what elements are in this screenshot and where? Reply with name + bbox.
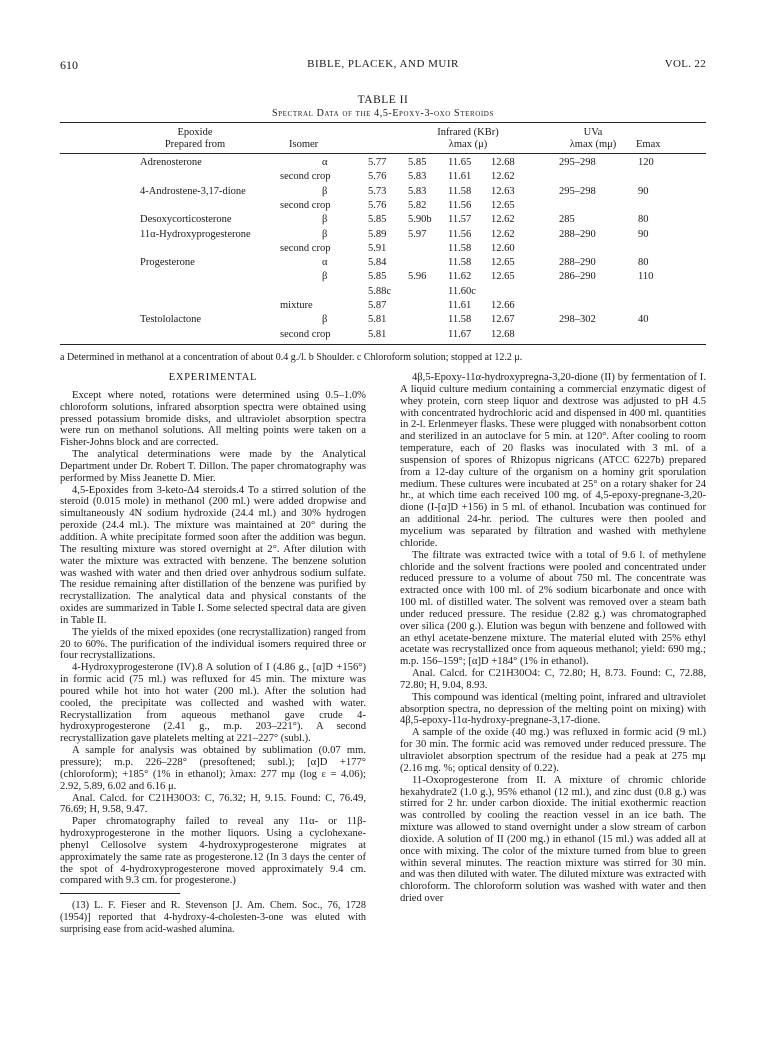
table-row (60, 243, 706, 255)
cell-ir-1: 5.84 (368, 257, 387, 269)
cell-ir-3: 11.62 (448, 271, 472, 283)
cell-ir-1: 5.87 (368, 300, 387, 311)
cell-ir-1: 5.88c (368, 285, 392, 297)
cell-ir-3: 11.56 (448, 228, 472, 240)
cell-ir-2: 5.83 (408, 185, 427, 197)
cell-ir-4: 12.62 (491, 171, 515, 183)
table-row (60, 314, 706, 326)
cell-emax: 80 (638, 257, 649, 269)
table-row (60, 200, 706, 212)
cell-isomer: α (322, 257, 328, 269)
table-row (60, 257, 706, 269)
col-header-emax: Emax (636, 139, 661, 150)
paragraph: Except where noted, rotations were determined using 0.5–1.0% chloroform solutions, infrared absorption spectra were obtained using pressed potassium bromide disks, and ultraviolet absorption spectra were run on methanol solutions. All melting points were taken on a Fisher-Johns block and are corrected. (60, 389, 366, 449)
paragraph: Anal. Calcd. for C21H30O3: C, 76.32; H, 9.15. Found: C, 76.49, 76.69; H, 9.58, 9.47. (60, 792, 366, 816)
cell-ir-2: 5.82 (408, 199, 427, 211)
paragraph: A sample of the oxide (40 mg.) was refluxed in formic acid (9 ml.) for 30 min. The formic acid was removed under reduced pressure. The ultraviolet absorption spectrum of the residue had a peak at 275 mμ (2.16 mg. %; optical density of 0.22). (400, 727, 706, 774)
cell-ir-3: 11.60c (448, 285, 476, 297)
cell-ir-2: 5.83 (408, 171, 427, 183)
cell-epoxide: Adrenosterone (140, 157, 202, 168)
col-header-epoxide: Epoxide (177, 127, 213, 138)
page-number: 610 (60, 58, 78, 72)
cell-epoxide: Testololactone (140, 314, 202, 326)
cell-isomer: α (322, 157, 328, 168)
table-row (60, 229, 706, 241)
paragraph: The analytical determinations were made by the Analytical Department under Dr. Robert T. Dillon. The paper chromatography was performed by Miss Jeanette D. Mier. (60, 449, 366, 484)
cell-epoxide: Progesterone (140, 257, 195, 269)
table-caption: Spectral Data of the 4,5-Epoxy-3-oxo Steroids (272, 108, 494, 119)
cell-emax: 90 (638, 228, 649, 240)
cell-ir-4: 12.67 (491, 314, 515, 326)
cell-uv: 286–290 (559, 271, 596, 283)
cell-ir-3: 11.58 (448, 314, 472, 326)
cell-isomer: β (322, 314, 328, 326)
footnote-separator (60, 893, 180, 894)
table-row (60, 157, 706, 169)
cell-ir-2: 5.96 (408, 271, 427, 283)
table-row (60, 286, 706, 298)
table-title: TABLE II (357, 94, 409, 106)
cell-ir-1: 5.85 (368, 271, 387, 283)
paragraph: Anal. Calcd. for C21H30O4: C, 72.80; H, 8.73. Found: C, 72.88, 72.80; H, 9.04, 8.93. (400, 668, 706, 691)
cell-ir-3: 11.58 (448, 242, 472, 254)
cell-epoxide: 4-Androstene-3,17-dione (140, 185, 246, 197)
cell-isomer: second crop (280, 199, 331, 211)
table-bottom-rule (60, 344, 706, 345)
cell-ir-1: 5.91 (368, 242, 387, 254)
cell-ir-1: 5.81 (368, 314, 387, 326)
cell-ir-1: 5.73 (368, 185, 387, 197)
table-row (60, 214, 706, 226)
col-header-lambda-max-millimicron: λmax (mμ) (569, 139, 617, 150)
col-header-lambda-max-micron: λmax (μ) (448, 139, 488, 150)
cell-isomer: second crop (280, 328, 331, 340)
cell-isomer: β (322, 214, 328, 226)
paragraph: 4,5-Epoxides from 3-keto-Δ4 steroids.4 To a stirred solution of the steroid (0.015 mole) in methanol (200 ml.) were added dropwise and simultaneously 4N sodium hydroxide (24.4 ml.) and 30% hydrogen peroxide (24.4 ml.). The mixture was maintained at 20° during the addition. A white precipitate formed soon after the addition was begun. The resulting mixture was stored overnight at 2°. After dilution with water the mixture was extracted with benzene. The benzene solution was washed with water and then dried over anhydrous sodium sulfate. The residue remaining after distillation of the benzene was purified by recrystallization. The analytical data and physical constants of the oxides are summarized in Table I. Some selected spectral data are given in Table II. (60, 484, 366, 626)
left-column (60, 372, 366, 936)
cell-ir-3: 11.67 (448, 328, 472, 340)
cell-isomer: second crop (280, 171, 331, 183)
col-header-infrared: Infrared (KBr) (437, 127, 499, 138)
cell-ir-2: 5.90b (408, 214, 432, 226)
cell-isomer: second crop (280, 242, 331, 254)
cell-uv: 295–298 (559, 185, 596, 197)
cell-isomer: β (322, 185, 328, 197)
col-header-prepared-from: Prepared from (164, 139, 226, 150)
table-row (60, 271, 706, 283)
paragraph: 4-Hydroxyprogesterone (IV).8 A solution of I (4.86 g., [α]D +156°) in formic acid (75 ml.) was refluxed for 45 min. The mixture was poured while hot into hot water (200 ml.). After the solution had cooled, the precipitate was collected and washed with water. Recrystallization from aqueous methanol gave crude 4-hydroxyprogesterone (2.41 g., m.p. 203–221°). A second recrystallization gave platelets melting at 221–227° (subl.). (60, 662, 366, 745)
cell-ir-1: 5.77 (368, 157, 387, 168)
table-header-rule (60, 153, 706, 154)
cell-ir-4: 12.68 (491, 328, 515, 340)
cell-ir-1: 5.89 (368, 228, 387, 240)
paragraph: A sample for analysis was obtained by sublimation (0.07 mm. pressure); m.p. 226–228° (presoftened; subl.); [α]D +177° (chloroform); +185° (1% in ethanol); λmax: 277 mμ (log ε = 4.06); 2.92, 5.89, 6.02 and 6.16 μ. (60, 745, 366, 792)
cell-uv: 285 (559, 214, 575, 226)
cell-emax: 110 (638, 271, 654, 283)
cell-ir-3: 11.61 (448, 300, 472, 311)
cell-ir-3: 11.57 (448, 214, 472, 226)
cell-ir-4: 12.63 (491, 185, 515, 197)
cell-uv: 295–298 (559, 157, 596, 168)
cell-emax: 90 (638, 185, 649, 197)
cell-ir-1: 5.76 (368, 199, 387, 211)
running-header (60, 58, 706, 74)
reference-footnote: (13) L. F. Fieser and R. Stevenson [J. Am. Chem. Soc., 76, 1728 (1954)] reported that 4-hydroxy-4-cholesten-3-one was eluted with surprising ease from acid-washed alumina. (60, 900, 366, 935)
paragraph: The filtrate was extracted twice with a total of 9.6 l. of methylene chloride and the solvent fractions were pooled and concentrated under reduced pressure to a volume of about 750 ml. The concentrate was extracted once with 100 ml. of 2% sodium bicarbonate and once with 100 ml. of distilled water. The solvent was removed over a steam bath under reduced pressure. The residue (2.82 g.) was chromatographed over silica (200 g.). Elution was begun with benzene and followed with an ethyl acetate-benzene mixture. The material eluted with 25% ethyl acetate was recrystallized once from aqueous methanol; yield: 690 mg.; m.p. 156–159°; [α]D +184° (1% in ethanol). (400, 549, 706, 668)
table-row (60, 300, 706, 312)
cell-epoxide: 11α-Hydroxyprogesterone (140, 228, 251, 240)
cell-ir-1: 5.85 (368, 214, 387, 226)
cell-uv: 288–290 (559, 228, 596, 240)
volume-number: VOL. 22 (664, 58, 706, 70)
cell-emax: 120 (638, 157, 654, 168)
paragraph: Paper chromatography failed to reveal any 11α- or 11β-hydroxyprogesterone in the mother liquors. Using a cyclohexane-phenyl Cellosolve system 4-hydroxyprogesterone migrates at approximately the same rate as progesterone.12 (In 3 days the center of the spot of 4-hydroxyprogesterone moved approximately 9.4 cm. compared with 9.3 cm. for progesterone.) (60, 816, 366, 887)
cell-ir-3: 11.58 (448, 185, 472, 197)
cell-ir-4: 12.62 (491, 214, 515, 226)
cell-ir-4: 12.66 (491, 300, 515, 311)
paragraph: 4β,5-Epoxy-11α-hydroxypregna-3,20-dione (II) by fermentation of I. A liquid culture medium containing a commercial enzymatic digest of whey protein, corn steep liquor and dextrose was adjusted to pH 4.5 with concentrated hydrochloric acid and dispensed in 400 ml. quantities in 2-l. Erlenmeyer flasks. These were plugged with nonabsorbent cotton and sterilized in an autoclave for 5 min. at 120°. After cooling to room temperature, each of 20 flasks was inoculated with 3 ml. of a suspension of spores of Rhizopus nigricans (ATCC 6227b) prepared from a 12-day culture of the organism on a hominy grit sporulation medium. These cultures were incubated at 25° on a rotary shaker for 24 hr., at which time each received 100 mg. of 4,5-epoxy-pregnane-3,20-dione (I-[α]D +156) in 5 ml. of ethanol. Incubation was continued for an additional 24-hr. period. The cultures were then pooled and mycelium was separated by filtration and washed with methylene chloride. (400, 372, 706, 549)
cell-isomer: β (322, 228, 328, 240)
cell-ir-3: 11.56 (448, 199, 472, 211)
cell-ir-1: 5.81 (368, 328, 387, 340)
cell-ir-4: 12.68 (491, 157, 515, 168)
section-heading-experimental: EXPERIMENTAL (168, 372, 258, 383)
paragraph: The yields of the mixed epoxides (one recrystallization) ranged from 20 to 60%. The purification of the individual isomers required three or four recrystallizations. (60, 626, 366, 662)
col-header-uv: UVa (583, 127, 603, 138)
table-row (60, 171, 706, 183)
cell-ir-4: 12.65 (491, 257, 515, 269)
cell-ir-3: 11.61 (448, 171, 472, 183)
col-header-isomer: Isomer (289, 139, 319, 150)
cell-emax: 40 (638, 314, 649, 326)
cell-ir-4: 12.62 (491, 228, 515, 240)
cell-ir-2: 5.85 (408, 157, 427, 168)
cell-ir-3: 11.58 (448, 257, 472, 269)
cell-ir-4: 12.65 (491, 199, 515, 211)
table-top-rule (60, 122, 706, 123)
cell-ir-3: 11.65 (448, 157, 472, 168)
running-authors: BIBLE, PLACEK, AND MUIR (307, 58, 459, 70)
cell-uv: 298–302 (559, 314, 596, 326)
cell-emax: 80 (638, 214, 649, 226)
right-column (400, 372, 706, 905)
cell-epoxide: Desoxycorticosterone (140, 214, 232, 226)
cell-ir-1: 5.76 (368, 171, 387, 183)
table-footnote: a Determined in methanol at a concentration of about 0.4 g./l. b Shoulder. c Chloroform solution; stopped at 12.2 μ. (60, 352, 523, 363)
cell-isomer: mixture (280, 300, 313, 311)
paragraph: 11-Oxoprogesterone from II. A mixture of chromic chloride hexahydrate2 (1.0 g.), 95% ethanol (12 ml.), and zinc dust (0.8 g.) was stirred for 2 hr. under carbon dioxide. The initial exothermic reaction was controlled by cooling the reaction vessel in an ice bath. The mixture was allowed to stand overnight under a slow stream of carbon dioxide. A solution of II (200 mg.) in ethanol (15 ml.) was added all at once with mixing. The color of the mixture turned from blue to green within several minutes. The reaction mixture was stirred for 30 min. and was then diluted with water. The diluted mixture was extracted with chloroform. The chloroform solution was washed with water and then dried over (400, 774, 706, 905)
cell-ir-4: 12.60 (491, 242, 515, 254)
cell-ir-4: 12.65 (491, 271, 515, 283)
cell-uv: 288–290 (559, 257, 596, 269)
paragraph: This compound was identical (melting point, infrared and ultraviolet absorption spectra, no depression of the melting point on mixing) with 4β,5-epoxy-11α-hydroxy-pregnane-3,17-dione. (400, 691, 706, 727)
table-row (60, 186, 706, 198)
table-row (60, 329, 706, 341)
cell-ir-2: 5.97 (408, 228, 427, 240)
cell-isomer: β (322, 271, 328, 283)
